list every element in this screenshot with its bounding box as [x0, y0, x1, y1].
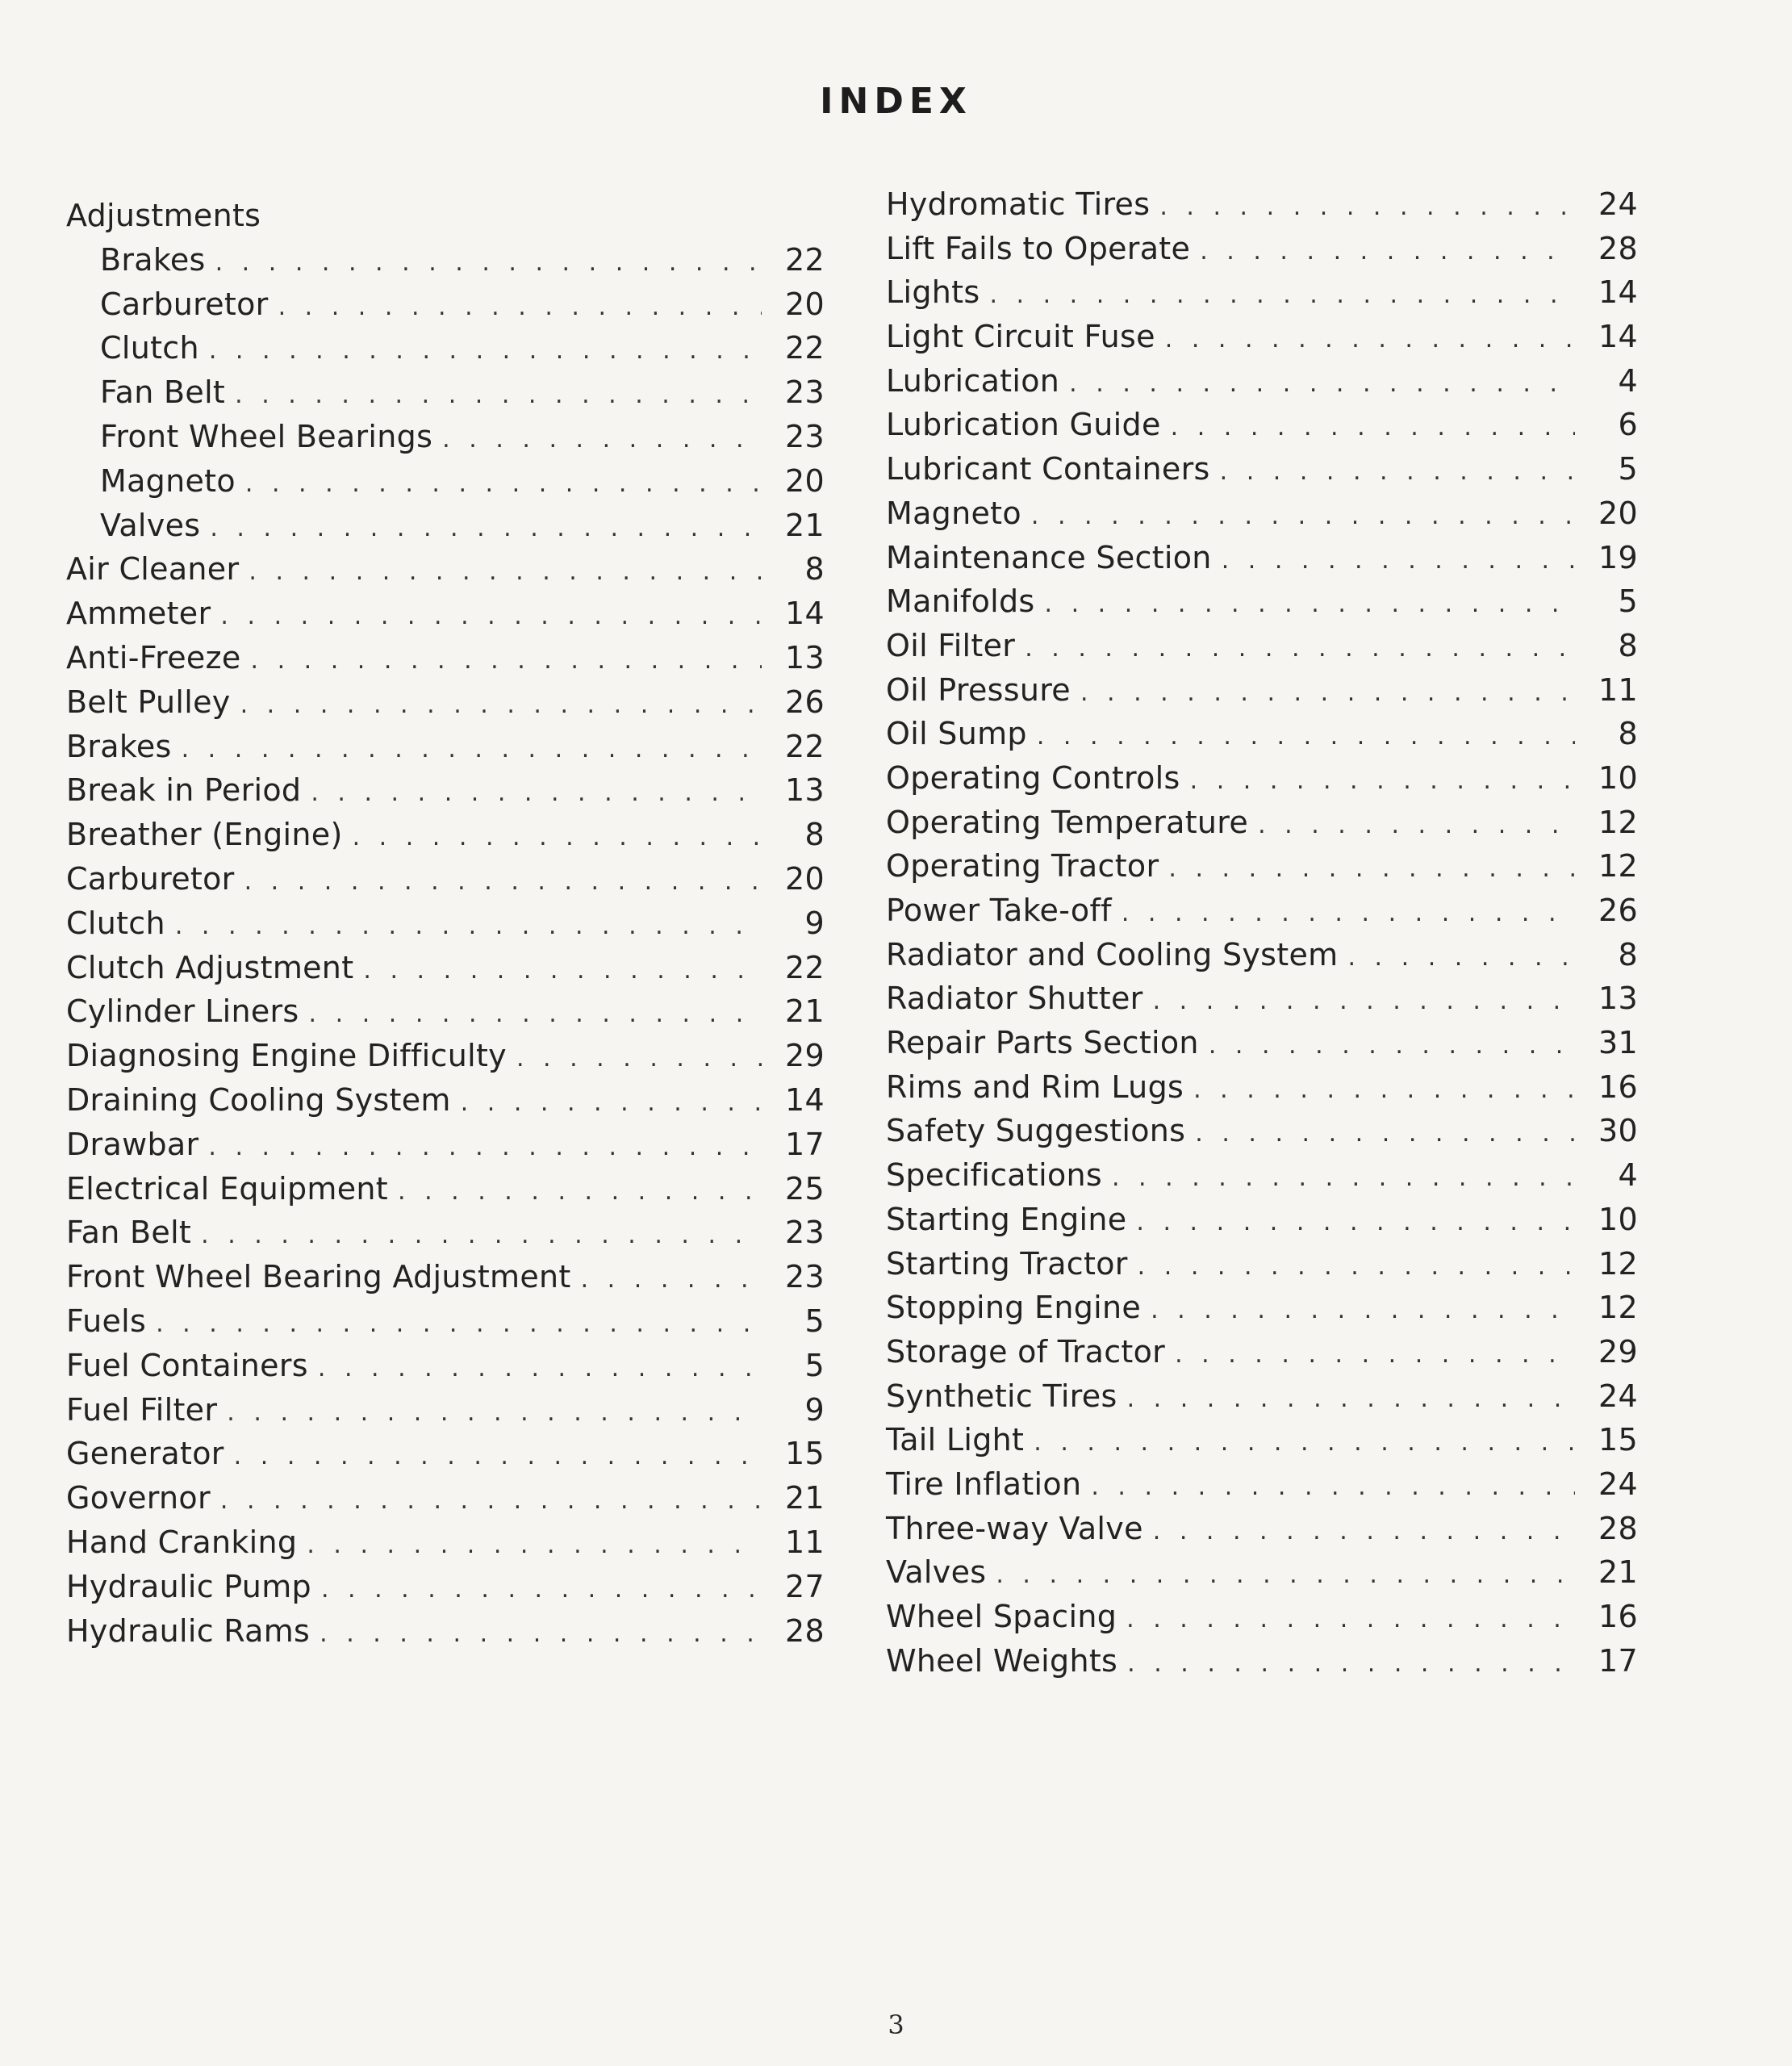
- dot-leader: [1195, 1112, 1575, 1156]
- dot-leader: [1138, 1245, 1575, 1289]
- index-page-number: 6: [1618, 407, 1638, 443]
- dot-leader: [1222, 539, 1575, 583]
- index-page-number: 20: [785, 286, 825, 322]
- index-term: Breather (Engine): [66, 817, 343, 853]
- dot-leader: [1190, 759, 1575, 803]
- index-page-number: 22: [785, 728, 825, 764]
- index-term: Clutch: [66, 905, 165, 941]
- index-page-number: 30: [1598, 1113, 1638, 1149]
- dot-leader: [1112, 1156, 1575, 1200]
- index-entry: [66, 1565, 825, 1609]
- dot-leader: [215, 241, 762, 285]
- dot-leader: [208, 1126, 762, 1169]
- index-page-number: 23: [785, 374, 825, 411]
- index-entry: [886, 1330, 1638, 1374]
- index-term: Lubricant Containers: [886, 451, 1210, 487]
- index-term: Fan Belt: [66, 1215, 192, 1251]
- dot-leader: [1175, 1333, 1575, 1377]
- index-term: Hydraulic Pump: [66, 1568, 311, 1604]
- index-term: Carburetor: [100, 286, 269, 322]
- index-term: Generator: [66, 1436, 224, 1472]
- index-term: Wheel Weights: [886, 1642, 1118, 1679]
- index-term: Lights: [886, 274, 980, 311]
- index-entry: [66, 989, 825, 1034]
- index-page-number: 25: [785, 1170, 825, 1207]
- index-page-number: 22: [785, 330, 825, 366]
- index-entry: [886, 889, 1638, 933]
- index-page-number: 20: [1598, 495, 1638, 531]
- index-entry: [886, 801, 1638, 845]
- index-entry: [886, 977, 1638, 1021]
- dot-leader: [1037, 715, 1575, 759]
- index-term: Brakes: [66, 728, 172, 764]
- index-entry: [886, 1153, 1638, 1198]
- index-page-number: 28: [785, 1612, 825, 1649]
- index-page-number: 21: [785, 507, 825, 543]
- index-term: Operating Controls: [886, 759, 1180, 796]
- dot-leader: [1127, 1642, 1575, 1686]
- index-page-number: 13: [785, 772, 825, 809]
- index-entry: [886, 933, 1638, 977]
- index-entry: [66, 1034, 825, 1078]
- index-entry: [886, 844, 1638, 889]
- index-page-number: 14: [1598, 274, 1638, 311]
- index-page-number: 23: [785, 1215, 825, 1251]
- dot-leader: [156, 1303, 762, 1346]
- index-page-number: 12: [1598, 1290, 1638, 1326]
- index-entry: [886, 536, 1638, 580]
- index-page-number: 22: [785, 949, 825, 985]
- dot-leader: [209, 329, 762, 373]
- dot-leader: [1171, 406, 1575, 450]
- index-term: Storage of Tractor: [886, 1333, 1166, 1370]
- index-entry: [66, 1476, 825, 1520]
- index-entry: [886, 1198, 1638, 1242]
- index-entry: [66, 1167, 825, 1211]
- index-entry: [886, 447, 1638, 491]
- index-page-number: 24: [1598, 1466, 1638, 1502]
- index-entry: [886, 1550, 1638, 1595]
- index-term: Clutch: [100, 330, 199, 366]
- index-entry: [66, 459, 825, 504]
- dot-leader: [235, 374, 762, 417]
- index-entry: [66, 1211, 825, 1255]
- index-term: Synthetic Tires: [886, 1378, 1117, 1414]
- dot-leader: [318, 1347, 762, 1391]
- dot-leader: [581, 1258, 762, 1302]
- index-term: Belt Pulley: [66, 684, 231, 720]
- index-term: Brakes: [100, 241, 206, 278]
- index-page-number: 14: [785, 1081, 825, 1118]
- index-entry: [886, 1109, 1638, 1153]
- dot-leader: [307, 1524, 762, 1567]
- index-term: Oil Sump: [886, 716, 1027, 752]
- dot-leader: [1126, 1598, 1575, 1642]
- index-term: Electrical Equipment: [66, 1170, 389, 1207]
- index-entry: [886, 1242, 1638, 1286]
- index-entry: [886, 668, 1638, 713]
- index-term: Hydromatic Tires: [886, 186, 1151, 222]
- dot-leader: [1153, 1510, 1575, 1554]
- index-entry: [886, 182, 1638, 227]
- dot-leader: [1159, 186, 1575, 229]
- dot-leader: [989, 274, 1575, 317]
- dot-leader: [1031, 495, 1575, 538]
- index-page-number: 13: [1598, 981, 1638, 1017]
- index-entry: [66, 504, 825, 548]
- index-page-number: 17: [785, 1126, 825, 1162]
- index-entry: [66, 370, 825, 415]
- index-entry: [886, 359, 1638, 404]
- dot-leader: [442, 418, 762, 462]
- index-entry: [66, 1609, 825, 1654]
- index-term: Cylinder Liners: [66, 993, 299, 1030]
- index-term: Magneto: [100, 462, 236, 499]
- index-term: Tail Light: [886, 1422, 1025, 1458]
- index-term: Fuel Filter: [66, 1391, 218, 1428]
- dot-leader: [175, 905, 762, 948]
- index-page-number: 16: [1598, 1599, 1638, 1634]
- index-page-number: 8: [804, 817, 825, 853]
- index-entry: [66, 238, 825, 282]
- index-term: Hydraulic Rams: [66, 1612, 311, 1649]
- index-entry: [66, 636, 825, 680]
- dot-leader: [1347, 936, 1575, 980]
- index-term: Starting Tractor: [886, 1245, 1128, 1282]
- index-entry: [66, 1432, 825, 1476]
- dot-leader: [245, 462, 762, 506]
- index-page-number: 20: [785, 462, 825, 499]
- index-entry: [66, 1520, 825, 1565]
- dot-leader: [182, 728, 762, 772]
- index-entry: [66, 326, 825, 370]
- index-page-number: 8: [1618, 627, 1638, 663]
- index-page-number: 24: [1598, 1378, 1638, 1414]
- index-term: Oil Filter: [886, 627, 1016, 663]
- dot-leader: [1025, 627, 1575, 671]
- index-page-number: 26: [1598, 893, 1638, 928]
- index-entry: [886, 624, 1638, 668]
- dot-leader: [240, 684, 762, 727]
- index-entry: [66, 547, 825, 592]
- index-page-number: 8: [804, 551, 825, 588]
- index-page-number: 8: [1618, 716, 1638, 752]
- index-page-number: 19: [1598, 539, 1638, 575]
- index-page-number: 15: [785, 1436, 825, 1472]
- index-page-number: 11: [785, 1524, 825, 1560]
- index-term: Hand Cranking: [66, 1524, 298, 1560]
- index-term: Manifolds: [886, 583, 1035, 620]
- page-title: INDEX: [820, 81, 972, 122]
- index-page-number: 5: [804, 1303, 825, 1339]
- index-column-left: [66, 194, 825, 1653]
- index-entry: [66, 813, 825, 857]
- index-entry: [886, 1286, 1638, 1330]
- index-page-number: 29: [1598, 1333, 1638, 1370]
- dot-leader: [220, 1479, 762, 1523]
- index-entry: [66, 680, 825, 725]
- index-term: Power Take-off: [886, 893, 1112, 928]
- index-entry: [886, 403, 1638, 447]
- index-page-number: 20: [785, 860, 825, 897]
- index-term: Repair Parts Section: [886, 1025, 1199, 1061]
- index-page-number: 9: [804, 1391, 825, 1428]
- index-term: Adjustments: [66, 198, 261, 233]
- index-term: Fan Belt: [100, 374, 226, 411]
- index-entry: [886, 1418, 1638, 1462]
- dot-leader: [311, 772, 762, 815]
- dot-leader: [249, 550, 762, 594]
- index-entry: [886, 1639, 1638, 1683]
- index-entry: [66, 1123, 825, 1167]
- index-page-number: 5: [1618, 451, 1638, 487]
- index-column-right: [886, 182, 1638, 1683]
- index-term: Wheel Spacing: [886, 1599, 1117, 1634]
- index-term: Lubrication Guide: [886, 407, 1161, 443]
- index-entry: [66, 901, 825, 946]
- index-page-number: 8: [1618, 936, 1638, 972]
- index-entry: [66, 1078, 825, 1123]
- index-term: Radiator and Cooling System: [886, 936, 1339, 972]
- index-page-number: 12: [1598, 804, 1638, 840]
- index-term: Lubrication: [886, 362, 1060, 399]
- dot-leader: [1153, 980, 1575, 1023]
- dot-leader: [1165, 318, 1575, 362]
- index-term: Break in Period: [66, 772, 302, 809]
- index-term: Front Wheel Bearing Adjustment: [66, 1259, 571, 1295]
- index-entry: [66, 1299, 825, 1344]
- index-page-number: 14: [1598, 319, 1638, 355]
- dot-leader: [1127, 1378, 1575, 1421]
- dot-leader: [1091, 1466, 1575, 1509]
- index-page-number: 28: [1598, 1510, 1638, 1546]
- index-page-number: 15: [1598, 1422, 1638, 1458]
- index-term: Air Cleaner: [66, 551, 240, 588]
- index-page-number: 28: [1598, 230, 1638, 266]
- index-page-number: 22: [785, 241, 825, 278]
- dot-leader: [227, 1391, 762, 1435]
- index-entry: [886, 579, 1638, 624]
- index-entry: [886, 1374, 1638, 1419]
- index-page-number: 10: [1598, 1201, 1638, 1237]
- index-page-number: 21: [1598, 1554, 1638, 1591]
- index-page-number: 11: [1598, 671, 1638, 708]
- dot-leader: [1069, 362, 1575, 406]
- index-term: Tire Inflation: [886, 1466, 1082, 1502]
- index-page-number: 16: [1598, 1069, 1638, 1105]
- index-page-number: 29: [785, 1038, 825, 1074]
- index-term: Light Circuit Fuse: [886, 319, 1155, 355]
- index-entry: [66, 592, 825, 636]
- index-entry: [886, 1021, 1638, 1065]
- dot-leader: [234, 1435, 762, 1478]
- index-entry: [66, 194, 825, 238]
- index-term: Fuel Containers: [66, 1347, 308, 1383]
- dot-leader: [244, 860, 762, 904]
- index-term: Stopping Engine: [886, 1290, 1142, 1326]
- index-entry: [66, 1344, 825, 1388]
- index-term: Lift Fails to Operate: [886, 230, 1191, 266]
- index-entry: [66, 1255, 825, 1299]
- index-entry: [886, 712, 1638, 756]
- index-page-number: 23: [785, 418, 825, 454]
- index-term: Valves: [886, 1554, 987, 1591]
- index-term: Operating Temperature: [886, 804, 1249, 840]
- dot-leader: [309, 993, 762, 1036]
- index-page-number: 5: [1618, 583, 1638, 620]
- dot-leader: [996, 1554, 1575, 1597]
- index-page-number: 12: [1598, 848, 1638, 885]
- index-term: Diagnosing Engine Difficulty: [66, 1038, 507, 1074]
- dot-leader: [320, 1612, 762, 1656]
- dot-leader: [1193, 1069, 1575, 1112]
- index-page-number: 9: [804, 905, 825, 941]
- dot-leader: [1209, 1024, 1575, 1068]
- index-page-number: 21: [785, 1480, 825, 1516]
- index-page-number: 27: [785, 1568, 825, 1604]
- index-entry: [886, 270, 1638, 315]
- index-term: Safety Suggestions: [886, 1113, 1186, 1149]
- index-term: Clutch Adjustment: [66, 949, 354, 985]
- index-term: Three-way Valve: [886, 1510, 1143, 1546]
- index-term: Oil Pressure: [886, 671, 1071, 708]
- index-page-number: 13: [785, 639, 825, 675]
- index-page-number: 26: [785, 684, 825, 720]
- dot-leader: [278, 286, 762, 329]
- index-term: Anti-Freeze: [66, 639, 241, 675]
- dot-leader: [251, 639, 762, 683]
- dot-leader: [1168, 847, 1575, 891]
- dot-leader: [1136, 1201, 1575, 1244]
- index-entry: [66, 768, 825, 813]
- index-page-number: 24: [1598, 186, 1638, 222]
- index-entry: [886, 1507, 1638, 1551]
- dot-leader: [201, 1214, 762, 1257]
- dot-leader: [210, 507, 762, 550]
- index-term: Maintenance Section: [886, 539, 1212, 575]
- index-page-number: 12: [1598, 1245, 1638, 1282]
- index-entry: [66, 946, 825, 990]
- index-entry: [886, 491, 1638, 536]
- dot-leader: [220, 595, 762, 638]
- dot-leader: [1045, 583, 1575, 626]
- index-page-number: 14: [785, 596, 825, 632]
- index-entry: [886, 1595, 1638, 1639]
- index-page-number: 31: [1598, 1025, 1638, 1061]
- index-term: Front Wheel Bearings: [100, 418, 433, 454]
- index-entry: [66, 725, 825, 769]
- index-entry: [66, 415, 825, 459]
- index-page-number: 4: [1618, 1157, 1638, 1194]
- index-page-number: 5: [804, 1347, 825, 1383]
- index-entry: [66, 1388, 825, 1432]
- index-term: Governor: [66, 1480, 211, 1516]
- index-entry: [66, 282, 825, 327]
- dot-leader: [516, 1037, 762, 1081]
- dot-leader: [1200, 230, 1575, 274]
- dot-leader: [1220, 450, 1575, 494]
- dot-leader: [1151, 1289, 1575, 1332]
- dot-leader: [1122, 892, 1575, 935]
- page-number: 3: [888, 2010, 904, 2040]
- index-term: Carburetor: [66, 860, 235, 897]
- dot-leader: [353, 816, 762, 859]
- index-term: Operating Tractor: [886, 848, 1159, 885]
- index-entry: [886, 315, 1638, 359]
- index-term: Valves: [100, 507, 201, 543]
- index-term: Fuels: [66, 1303, 147, 1339]
- index-term: Drawbar: [66, 1126, 199, 1162]
- dot-leader: [1258, 804, 1575, 847]
- index-term: Magneto: [886, 495, 1021, 531]
- index-page-number: 21: [785, 993, 825, 1030]
- dot-leader: [461, 1081, 762, 1125]
- dot-leader: [1034, 1421, 1575, 1465]
- dot-leader: [363, 949, 762, 993]
- index-term: Ammeter: [66, 596, 211, 632]
- index-page-number: 10: [1598, 759, 1638, 796]
- index-entry: [886, 1065, 1638, 1110]
- index-page-number: 23: [785, 1259, 825, 1295]
- index-entry: [886, 1462, 1638, 1507]
- dot-leader: [1080, 671, 1575, 715]
- index-entry: [66, 857, 825, 901]
- index-term: Draining Cooling System: [66, 1081, 451, 1118]
- index-page-number: 17: [1598, 1642, 1638, 1679]
- index-page-number: 4: [1618, 362, 1638, 399]
- index-term: Starting Engine: [886, 1201, 1127, 1237]
- dot-leader: [321, 1568, 762, 1612]
- dot-leader: [398, 1170, 762, 1214]
- index-term: Radiator Shutter: [886, 981, 1143, 1017]
- index-entry: [886, 227, 1638, 271]
- index-entry: [886, 756, 1638, 801]
- index-term: Rims and Rim Lugs: [886, 1069, 1184, 1105]
- index-term: Specifications: [886, 1157, 1102, 1194]
